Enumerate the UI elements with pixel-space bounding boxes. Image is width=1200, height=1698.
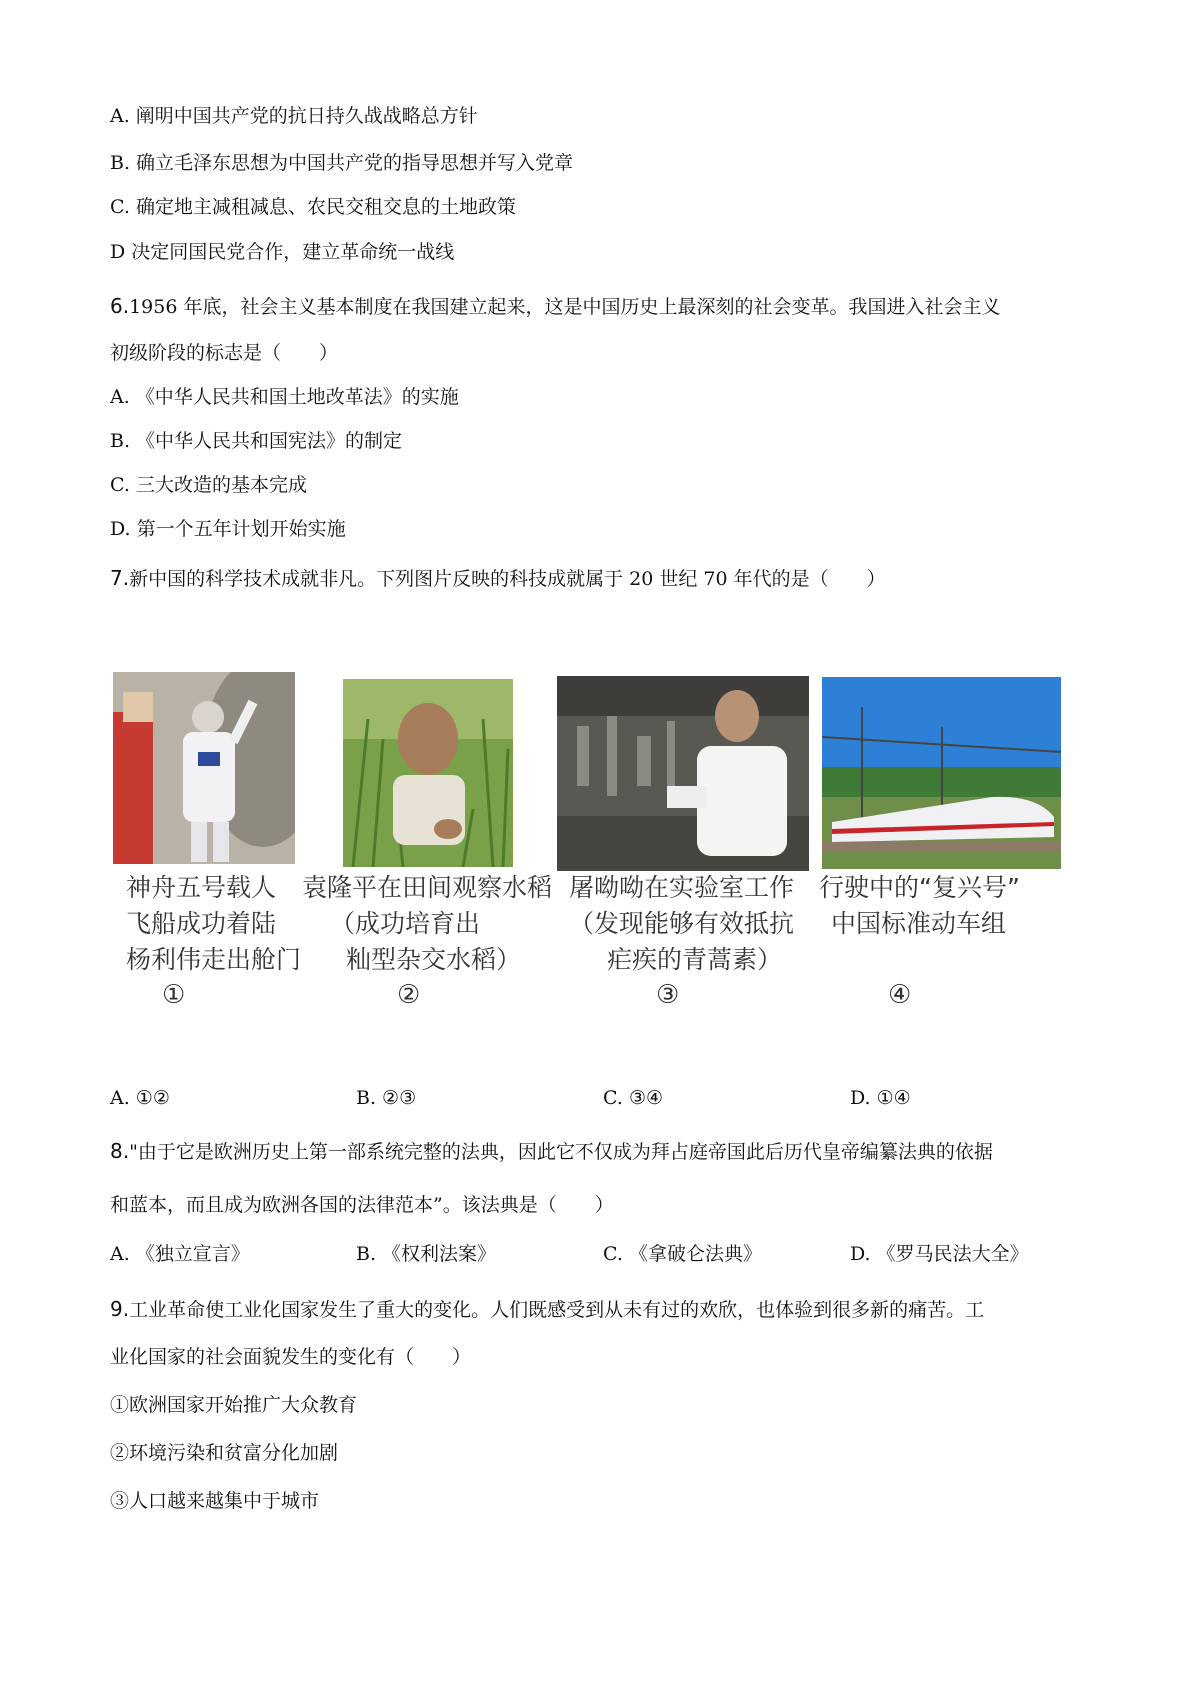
picture1-caption-line2: 飞船成功着陆 xyxy=(126,909,277,938)
q9-stem-line1 xyxy=(110,1296,984,1323)
picture3-number: ③ xyxy=(656,980,680,1010)
q6-stem-line2: 初级阶段的标志是（ ） xyxy=(110,342,339,364)
q6-option-c: C. 三大改造的基本完成 xyxy=(110,474,307,496)
picture1-caption xyxy=(126,870,301,978)
picture1-caption-line1: 神舟五号载人 xyxy=(126,873,277,902)
picture3-caption-line1: 屠呦呦在实验室工作 xyxy=(569,873,795,902)
q6-option-b: B. 《中华人民共和国宪法》的制定 xyxy=(110,430,403,452)
q8-stem-text: "由于它是欧洲历史上第一部系统完整的法典，因此它不仅成为拜占庭帝国此后历代皇帝编纂法典的依据 xyxy=(129,1141,993,1163)
q8-option-d: D. 《罗马民法大全》 xyxy=(850,1243,1029,1265)
q7-number: 7. xyxy=(110,566,130,590)
bullet-train-photo xyxy=(822,677,1061,869)
q5-option-a: A. 阐明中国共产党的抗日持久战战略总方针 xyxy=(110,105,478,127)
picture2-caption-line1: 袁隆平在田间观察水稻 xyxy=(302,873,553,902)
q6-number: 6. xyxy=(110,294,130,318)
q6-stem-text: 1956 年底，社会主义基本制度在我国建立起来，这是中国历史上最深刻的社会变革。我国进入社会主义 xyxy=(129,296,1001,318)
picture3-caption-line3: 疟疾的青蒿素） xyxy=(607,945,783,974)
rice-field-photo xyxy=(343,679,513,867)
picture2-caption-line2: （成功培育出 xyxy=(330,909,481,938)
picture4-caption xyxy=(819,870,1020,942)
picture4-number: ④ xyxy=(888,980,912,1010)
q8-number: 8. xyxy=(110,1139,130,1163)
q5-option-d: D 决定同国民党合作，建立革命统一战线 xyxy=(110,241,455,263)
laboratory-photo xyxy=(557,676,809,871)
q7-option-b: B. ②③ xyxy=(356,1087,417,1109)
picture4-caption-line1: 行驶中的“复兴号” xyxy=(819,873,1020,902)
q8-stem-line1 xyxy=(110,1138,993,1165)
q7-option-a: A. ①② xyxy=(110,1087,170,1109)
q9-item-2: ②环境污染和贫富分化加剧 xyxy=(110,1442,339,1464)
q6-stem-line1 xyxy=(110,293,1001,320)
picture4-caption-line2: 中国标准动车组 xyxy=(831,909,1007,938)
picture3-caption-line2: （发现能够有效抵抗 xyxy=(569,909,795,938)
q7-options xyxy=(110,1085,1110,1111)
q5-option-c: C. 确定地主减租减息、农民交租交息的土地政策 xyxy=(110,196,516,218)
q9-stem-text: 工业革命使工业化国家发生了重大的变化。人们既感受到从未有过的欢欣，也体验到很多新的痛苦。工 xyxy=(129,1299,985,1321)
q7-stem xyxy=(110,565,886,592)
q8-stem-line2: 和蓝本，而且成为欧洲各国的法律范本”。该法典是（ ） xyxy=(110,1194,614,1216)
q8-option-c: C. 《拿破仑法典》 xyxy=(603,1243,762,1265)
q7-option-c: C. ③④ xyxy=(603,1087,664,1109)
astronaut-photo xyxy=(113,672,295,864)
picture1-caption-line3: 杨利伟走出舱门 xyxy=(126,945,302,974)
q9-item-3: ③人口越来越集中于城市 xyxy=(110,1490,320,1512)
q9-number: 9. xyxy=(110,1297,130,1321)
picture1-number: ① xyxy=(162,980,186,1010)
q9-stem-line2: 业化国家的社会面貌发生的变化有（ ） xyxy=(110,1346,472,1368)
picture2-caption xyxy=(302,870,552,978)
q8-option-b: B. 《权利法案》 xyxy=(356,1243,497,1265)
q6-option-a: A. 《中华人民共和国土地改革法》的实施 xyxy=(110,386,459,408)
q5-option-b: B. 确立毛泽东思想为中国共产党的指导思想并写入党章 xyxy=(110,152,574,174)
picture3-caption xyxy=(569,870,794,978)
picture2-number: ② xyxy=(397,980,421,1010)
q7-stem-text: 新中国的科学技术成就非凡。下列图片反映的科技成就属于 20 世纪 70 年代的是（ ） xyxy=(129,568,886,590)
q8-option-a: A. 《独立宣言》 xyxy=(110,1243,250,1265)
q6-option-d: D. 第一个五年计划开始实施 xyxy=(110,518,346,540)
q9-item-1: ①欧洲国家开始推广大众教育 xyxy=(110,1394,358,1416)
q8-options xyxy=(110,1241,1110,1267)
q7-option-d: D. ①④ xyxy=(850,1087,911,1109)
picture2-caption-line3: 籼型杂交水稻） xyxy=(346,945,522,974)
